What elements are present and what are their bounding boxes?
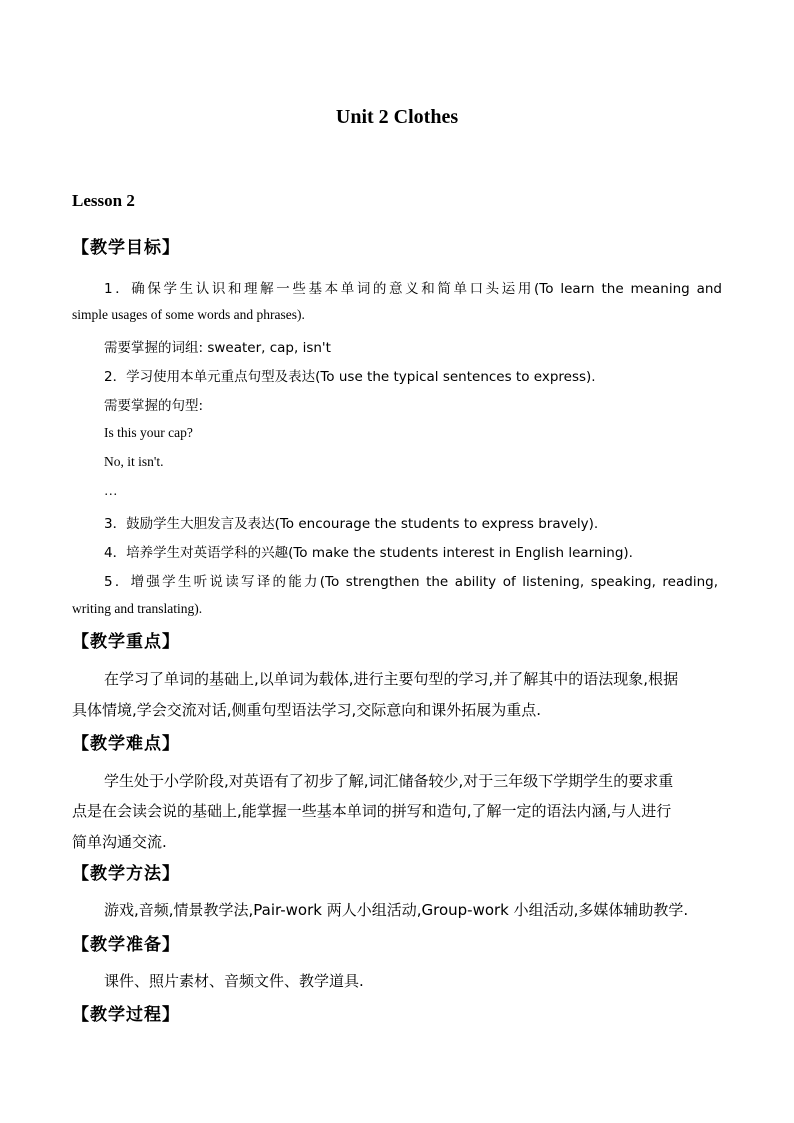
document-title: Unit 2 Clothes	[335, 106, 459, 128]
difficulties-text: 学生处于小学阶段,对英语有了初步了解,词汇储备较少,对于三年级下学期学生的要求重	[104, 772, 674, 790]
objective-line: 1．确保学生认识和理解一些基本单词的意义和简单口头运用(To learn the meaning and	[104, 281, 722, 297]
objective-line: 需要掌握的词组: sweater, cap, isn't	[104, 340, 331, 356]
difficulties-text: 简单沟通交流.	[72, 833, 167, 851]
objective-line: 3．鼓励学生大胆发言及表达(To encourage the students to express bravely).	[104, 516, 599, 532]
section-heading-methods: 【教学方法】	[72, 864, 180, 884]
objective-line: simple usages of some words and phrases).	[72, 307, 305, 322]
ellipsis: …	[104, 483, 118, 498]
difficulties-text: 点是在会读会说的基础上,能掌握一些基本单词的拼写和造句,了解一定的语法内涵,与人进行	[72, 802, 672, 820]
key-points-text: 在学习了单词的基础上,以单词为载体,进行主要句型的学习,并了解其中的语法现象,根据	[104, 670, 679, 688]
objective-line: 5．增强学生听说读写译的能力(To strengthen the ability of listening, speaking, reading,	[104, 574, 718, 590]
objective-line: writing and translating).	[72, 601, 203, 616]
section-heading-difficulties: 【教学难点】	[72, 734, 180, 754]
objective-line: 2．学习使用本单元重点句型及表达(To use the typical sentences to express).	[104, 369, 596, 385]
methods-text: 游戏,音频,情景教学法,Pair-work 两人小组活动,Group-work 小组活动,多媒体辅助教学.	[104, 901, 689, 919]
sentence-pattern: No, it isn't.	[104, 454, 164, 469]
objective-line: 需要掌握的句型:	[104, 398, 204, 414]
sentence-pattern: Is this your cap?	[104, 425, 193, 440]
section-heading-preparation: 【教学准备】	[72, 935, 180, 955]
section-heading-process: 【教学过程】	[72, 1005, 180, 1025]
section-heading-objectives: 【教学目标】	[72, 238, 180, 258]
lesson-heading: Lesson 2	[72, 191, 135, 210]
section-heading-key-points: 【教学重点】	[72, 632, 180, 652]
key-points-text: 具体情境,学会交流对话,侧重句型语法学习,交际意向和课外拓展为重点.	[72, 701, 542, 719]
objective-line: 4．培养学生对英语学科的兴趣(To make the students interest in English learning).	[104, 545, 633, 561]
preparation-text: 课件、照片素材、音频文件、教学道具.	[104, 972, 364, 990]
